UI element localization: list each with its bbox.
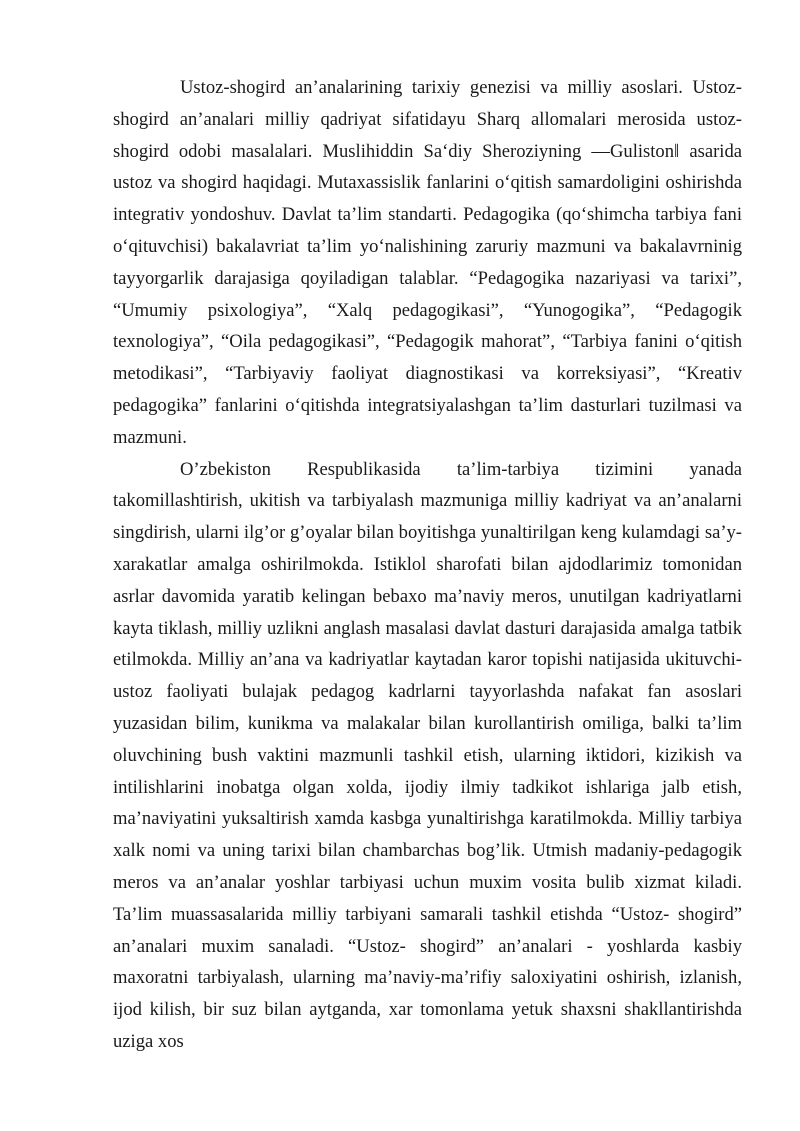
- document-page: [113, 72, 742, 1058]
- paragraph-2: O’zbekiston Respublikasida ta’lim-tarbiya tizimini yanada takomillashtirish, ukitish va tarbiyalash mazmuniga milliy kadriyat va an’analarni singdirish, ularni ilg’or g’oyalar bilan boyitishga yunaltirilgan keng kulamdagi sa’y-xarakatlar amalga oshirilmokda. Istiklol sharofati bilan ajdodlarimiz tomonidan asrlar davomida yaratib kelingan bebaxo ma’naviy meros, unutilgan kadriyatlarni kayta tiklash, milliy uzlikni anglash masalasi davlat dasturi darajasida amalga tatbik etilmokda. Milliy an’ana va kadriyatlar kaytadan karor topishi natijasida ukituvchi-ustoz faoliyati bulajak pedagog kadrlarni tayyorlashda nafakat fan asoslari yuzasidan bilim, kunikma va malakalar bilan kurollantirish omiliga, balki ta’lim oluvchining bush vaktini mazmunli tashkil etish, ularning iktidori, kizikish va intilishlarini inobatga olgan xolda, ijodiy ilmiy tadkikot ishlariga jalb etish, ma’naviyatini yuksaltirish xamda kasbga yunaltirishga karatilmokda. Milliy tarbiya xalk nomi va uning tarixi bilan chambarchas bog’lik. Utmish madaniy-pedagogik meros va an’analar yoshlar tarbiyasi uchun muxim vosita bulib xizmat kiladi. Ta’lim muassasalarida milliy tarbiyani samarali tashkil etishda “Ustoz- shogird” an’analari muxim sanaladi. “Ustoz- shogird” an’analari - yoshlarda kasbiy maxoratni tarbiyalash, ularning ma’naviy-ma’rifiy saloxiyatini oshirish, izlanish, ijod kilish, bir suz bilan aytganda, xar tomonlama yetuk shaxsni shakllantirishda uziga xos: [113, 458, 742, 1052]
- paragraph-1: Ustoz-shogird an’analarining tarixiy genezisi va milliy asoslari. Ustoz-shogird an’analari milliy qadriyat sifatidayu Sharq allomalari merosida ustoz-shogird odobi masalalari. Muslihiddin Sa‘diy Sheroziyning ―Guliston‖ asarida ustoz va shogird haqidagi. Mutaxassislik fanlarini o‘qitish samardoligini oshirishda integrativ yondoshuv. Davlat ta’lim standarti. Pedagogika (qo‘shimcha tarbiya fani o‘qituvchisi) bakalavriat ta’lim yo‘nalishining zaruriy mazmuni va bakalavrninig tayyorgarlik darajasiga qoyiladigan talablar. “Pedagogika nazariyasi va tarixi”, “Umumiy psixologiya”, “Xalq pedagogikasi”, “Yunogogika”, “Pedagogik texnologiya”, “Oila pedagogikasi”, “Pedagogik mahorat”, “Tarbiya fanini o‘qitish metodikasi”, “Tarbiyaviy faoliyat diagnostikasi va korreksiyasi”, “Kreativ pedagogika” fanlarini o‘qitishda integratsiyalashgan ta’lim dasturlari tuzilmasi va mazmuni.: [113, 77, 742, 448]
